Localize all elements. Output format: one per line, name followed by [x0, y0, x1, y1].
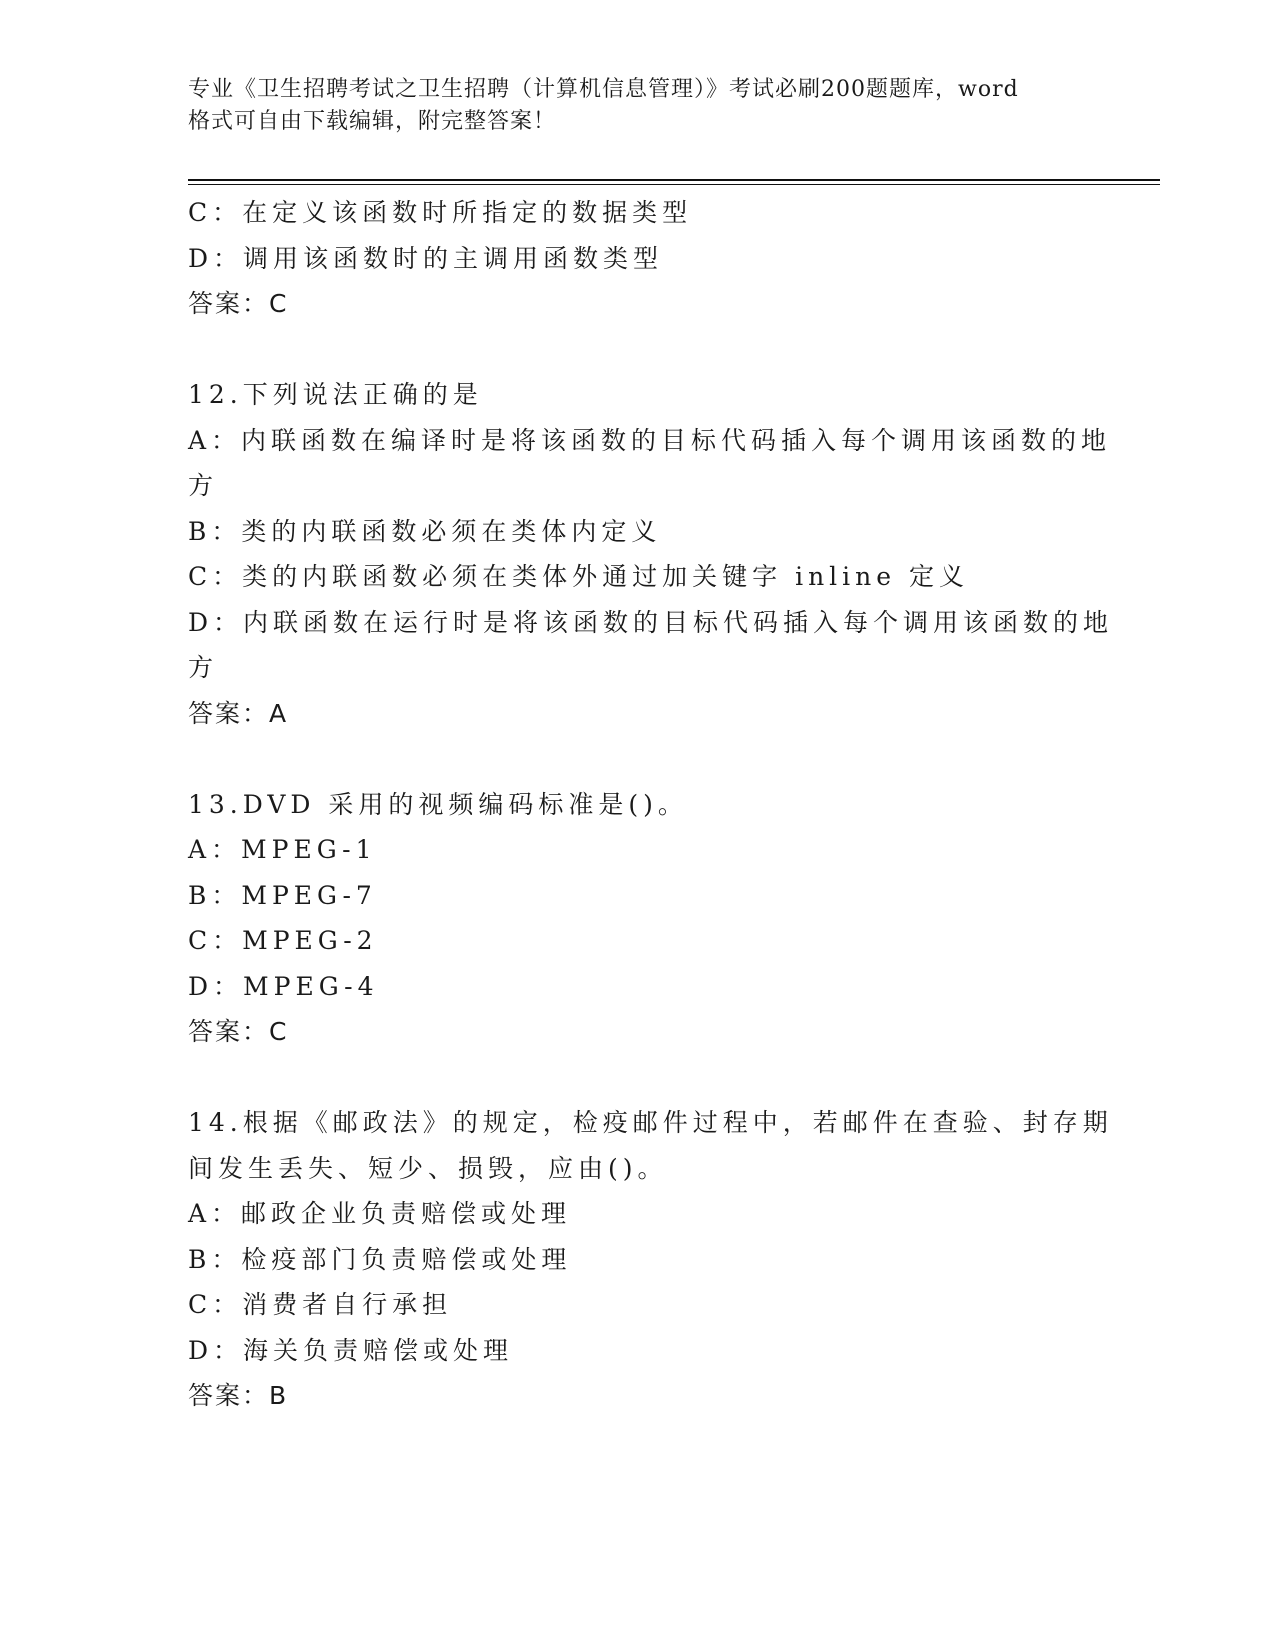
q13-question: 13.DVD 采用的视频编码标准是()。 [188, 789, 688, 819]
q14-question-line-1: 14.根据《邮政法》的规定，检疫邮件过程中，若邮件在查验、封存期 [188, 1108, 1113, 1137]
question-12-block [188, 372, 1114, 736]
q13-option-a: A：MPEG-1 [188, 835, 377, 864]
q12-option-a-line-1: A：内联函数在编译时是将该函数的目标代码插入每个调用该函数的地 [188, 425, 1112, 455]
header-divider-thin [188, 184, 1160, 185]
document-header [188, 74, 1088, 138]
spacer [188, 327, 1088, 373]
q14-option-c: C：消费者自行承担 [188, 1290, 453, 1319]
q12-question: 12.下列说法正确的是 [188, 380, 483, 409]
q13-answer: 答案：C [188, 1017, 289, 1046]
q13-option-d: D：MPEG-4 [188, 971, 379, 1001]
q14-option-a: A：邮政企业负责赔偿或处理 [188, 1199, 572, 1228]
q11-option-d: D：调用该函数时的主调用函数类型 [188, 243, 664, 273]
spacer [188, 1055, 1088, 1101]
q12-option-b: B：类的内联函数必须在类体内定义 [188, 516, 662, 546]
header-line-1: 专业《卫生招聘考试之卫生招聘（计算机信息管理）》考试必刷200题题库，word [188, 77, 1019, 102]
q11-option-c: C：在定义该函数时所指定的数据类型 [188, 198, 693, 227]
q12-answer: 答案：A [188, 698, 289, 728]
q12-option-d-line-2: 方 [188, 653, 219, 682]
q14-option-b: B：检疫部门负责赔偿或处理 [188, 1244, 572, 1274]
header-line-2: 格式可自由下载编辑，附完整答案！ [188, 109, 557, 134]
q12-option-c: C：类的内联函数必须在类体外通过加关键字 inline 定义 [188, 562, 970, 591]
header-divider-thick [188, 179, 1160, 181]
q14-question-line-2: 间发生丢失、短少、损毁，应由()。 [188, 1153, 668, 1183]
q14-option-d: D：海关负责赔偿或处理 [188, 1335, 514, 1365]
question-11-block [188, 190, 1088, 327]
q13-option-b: B：MPEG-7 [188, 880, 377, 910]
q13-option-c: C：MPEG-2 [188, 926, 378, 955]
spacer [188, 736, 1088, 782]
question-13-block [188, 782, 1088, 1055]
q12-option-a-line-2: 方 [188, 471, 219, 500]
q11-answer: 答案：C [188, 289, 289, 318]
question-content [188, 190, 1114, 1419]
q12-option-d-line-1: D：内联函数在运行时是将该函数的目标代码插入每个调用该函数的地 [188, 607, 1114, 637]
question-14-block [188, 1100, 1113, 1419]
q14-answer: 答案：B [188, 1381, 289, 1410]
